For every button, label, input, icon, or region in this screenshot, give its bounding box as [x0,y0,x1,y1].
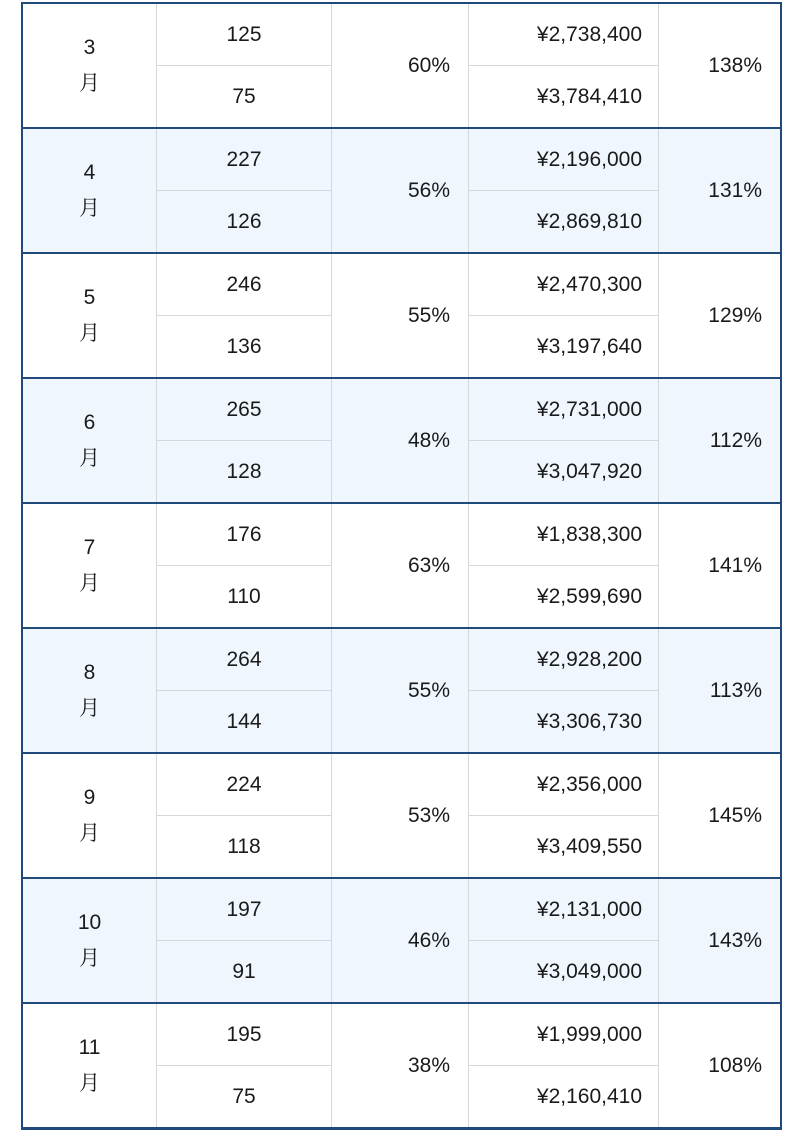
rate-cell: 63% [332,504,469,627]
amount-cell [469,1004,659,1127]
percent-cell: 113% [709,678,762,702]
rate-cell: 55% [332,629,469,752]
count-b: 75 [232,1084,256,1108]
percent-cell: 143% [708,928,762,952]
month-row-group [23,877,780,1002]
month-cell [23,4,157,127]
month-row-group [23,2,780,127]
month-cell [23,254,157,377]
rate-cell: 56% [332,129,469,252]
amount-a: ¥1,838,300 [469,504,658,566]
amount-a: ¥1,999,000 [469,1004,658,1066]
month-unit: 月 [79,321,100,345]
count-cell [157,254,332,377]
month-row-group [23,502,780,627]
count-b: 110 [227,584,261,608]
month-number: 8 [83,660,96,684]
amount-b: ¥3,784,410 [536,84,642,108]
percent-cell: 138% [708,53,762,77]
count-a: 246 [157,254,331,316]
amount-cell [469,4,659,127]
month-number: 4 [83,160,96,184]
amount-cell [469,629,659,752]
amount-a: ¥2,928,200 [469,629,658,691]
count-b: 91 [232,959,256,983]
rate-cell: 48% [332,379,469,502]
amount-a: ¥2,131,000 [469,879,658,941]
count-a: 224 [157,754,331,816]
month-row-group [23,1002,780,1127]
month-row-group [23,127,780,252]
month-number: 6 [83,410,96,434]
month-cell [23,379,157,502]
amount-cell [469,754,659,877]
amount-b: ¥3,047,920 [536,459,642,483]
count-b: 136 [226,334,262,358]
count-cell [157,4,332,127]
count-b: 144 [226,709,262,733]
amount-a: ¥2,470,300 [469,254,658,316]
count-a: 195 [157,1004,331,1066]
rate-cell: 38% [332,1004,469,1127]
amount-cell [469,379,659,502]
month-number: 5 [83,285,96,309]
month-row-group [23,752,780,877]
month-row-group [23,252,780,377]
amount-b: ¥3,409,550 [536,834,642,858]
amount-b: ¥3,197,640 [536,334,642,358]
month-cell [23,754,157,877]
month-unit: 月 [79,1071,100,1095]
count-a: 227 [157,129,331,191]
percent-cell: 141% [708,553,762,577]
rate-cell: 60% [332,4,469,127]
monthly-data-table [21,2,782,1127]
count-cell [157,879,332,1002]
amount-b: ¥2,869,810 [536,209,642,233]
month-number: 10 [77,910,102,934]
amount-b: ¥3,306,730 [536,709,642,733]
percent-cell: 129% [708,303,762,327]
amount-cell [469,504,659,627]
month-unit: 月 [79,571,100,595]
count-cell [157,379,332,502]
count-a: 264 [157,629,331,691]
month-row-group [23,377,780,502]
amount-b: ¥3,049,000 [536,959,642,983]
month-unit: 月 [79,696,100,720]
count-a: 125 [157,4,331,66]
rate-cell: 53% [332,754,469,877]
month-cell [23,504,157,627]
month-cell [23,879,157,1002]
month-number: 7 [83,535,96,559]
percent-cell: 112% [709,428,762,452]
count-cell [157,629,332,752]
amount-a: ¥2,196,000 [469,129,658,191]
month-number: 9 [83,785,96,809]
count-b: 118 [227,834,261,858]
month-cell [23,129,157,252]
count-b: 126 [226,209,262,233]
percent-cell: 131% [708,178,762,202]
count-cell [157,1004,332,1127]
month-cell [23,1004,157,1127]
rate-cell: 55% [332,254,469,377]
amount-cell [469,254,659,377]
month-row-group [23,627,780,752]
count-a: 265 [157,379,331,441]
month-unit: 月 [79,446,100,470]
percent-cell: 108% [708,1053,762,1077]
count-cell [157,754,332,877]
amount-a: ¥2,356,000 [469,754,658,816]
month-number: 11 [78,1035,101,1059]
amount-a: ¥2,738,400 [469,4,658,66]
month-unit: 月 [79,196,100,220]
month-cell [23,629,157,752]
count-cell [157,129,332,252]
amount-b: ¥2,599,690 [536,584,642,608]
amount-b: ¥2,160,410 [536,1084,642,1108]
amount-a: ¥2,731,000 [469,379,658,441]
count-b: 75 [232,84,256,108]
count-b: 128 [226,459,262,483]
amount-cell [469,129,659,252]
rate-cell: 46% [332,879,469,1002]
month-unit: 月 [79,821,100,845]
count-cell [157,504,332,627]
month-number: 3 [83,35,96,59]
month-unit: 月 [79,946,100,970]
amount-cell [469,879,659,1002]
percent-cell: 145% [708,803,762,827]
count-a: 197 [157,879,331,941]
month-unit: 月 [79,71,100,95]
count-a: 176 [157,504,331,566]
